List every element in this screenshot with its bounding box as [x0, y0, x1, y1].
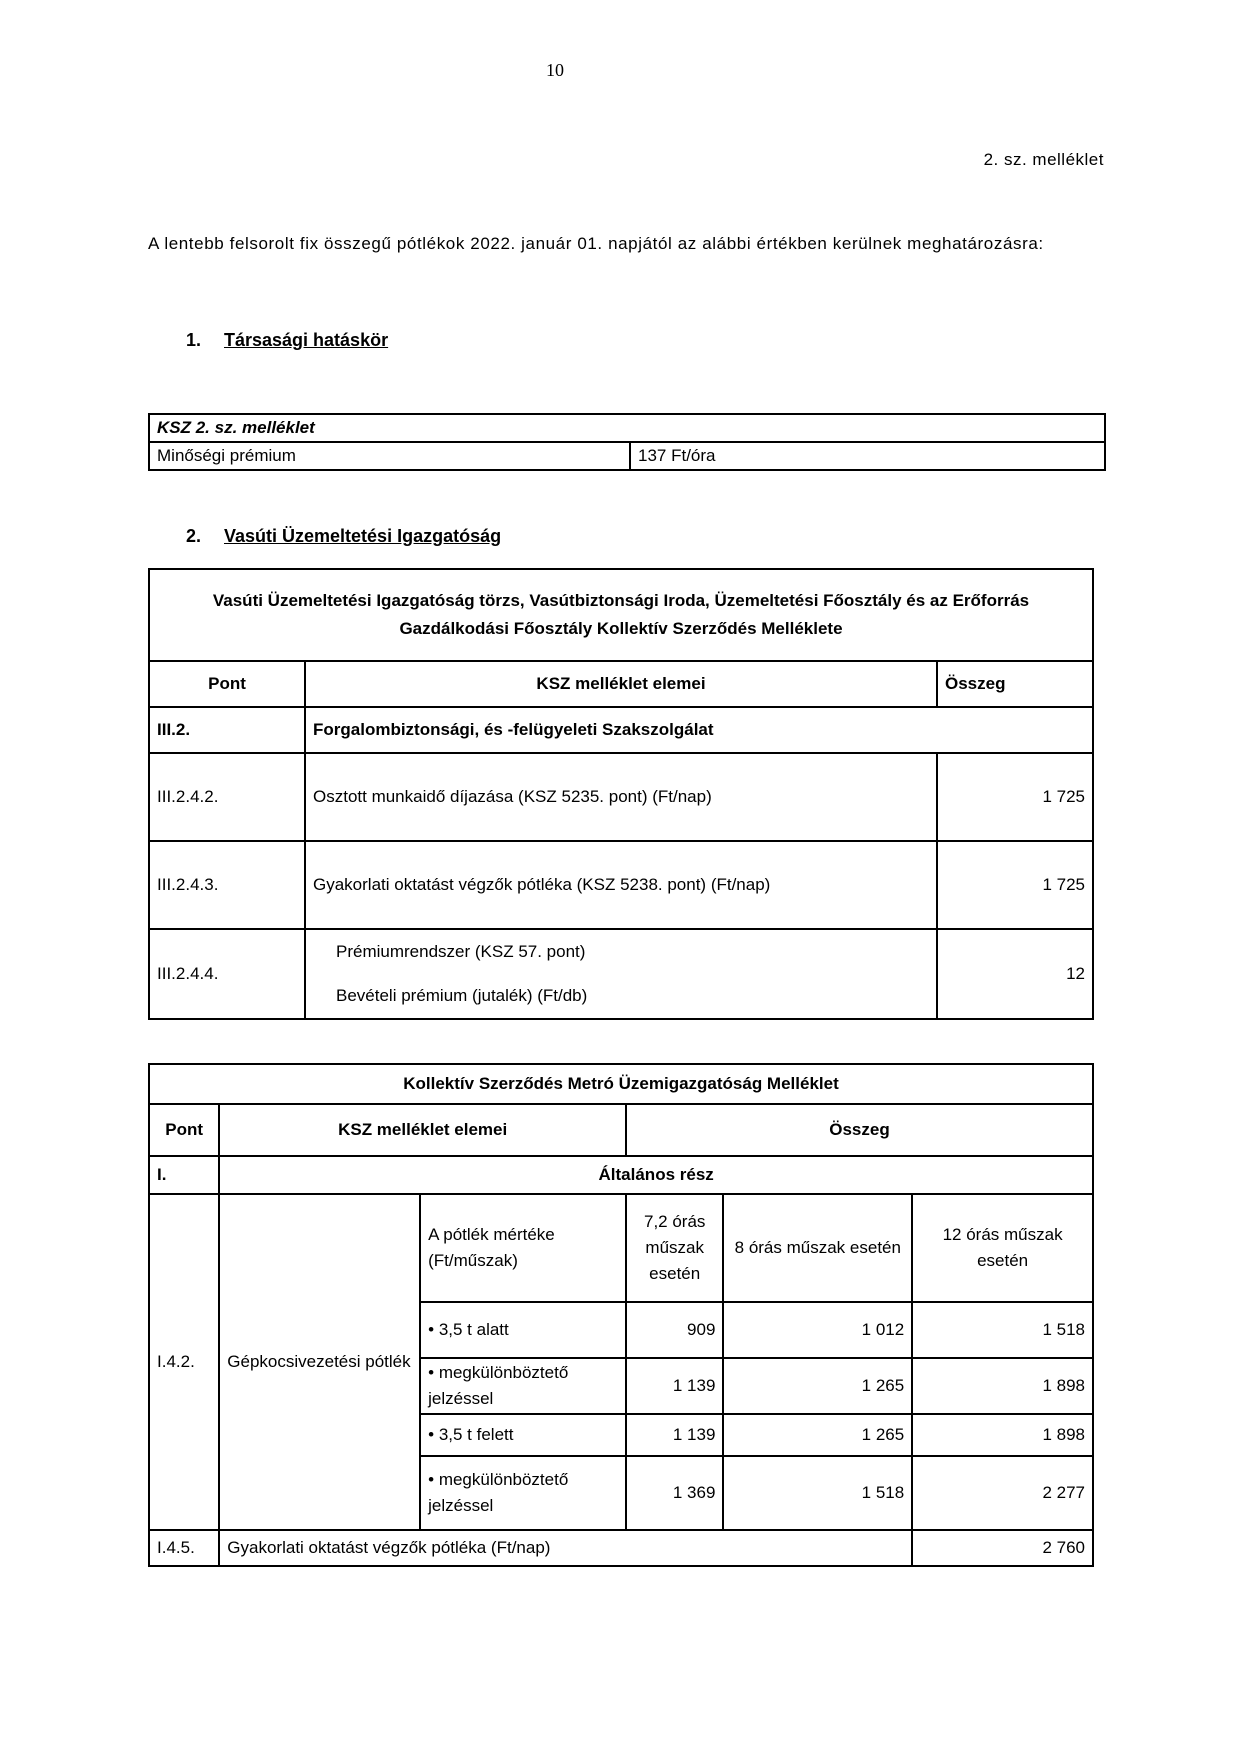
row-value: 2 760: [912, 1530, 1093, 1566]
row-label: Osztott munkaidő díjazása (KSZ 5235. pont) (Ft/nap): [305, 753, 937, 841]
col-7-2h: 7,2 órás műszak esetén: [626, 1194, 723, 1302]
value-12h: 1 898: [912, 1414, 1093, 1456]
col-12h: 12 órás műszak esetén: [912, 1194, 1093, 1302]
value-12h: 1 518: [912, 1302, 1093, 1358]
section-title: Vasúti Üzemeltetési Igazgatóság: [224, 526, 502, 546]
section-title: Társasági hatáskör: [224, 330, 389, 350]
page-number: 10: [546, 60, 564, 80]
table-row: [149, 753, 1093, 841]
row-value: 1 725: [937, 841, 1093, 929]
value-12h: 1 898: [912, 1358, 1093, 1414]
row-label-line2: Bevételi prémium (jutalék) (Ft/db): [336, 986, 588, 1005]
section-heading-2: [186, 526, 501, 547]
value-8h: 1 265: [723, 1358, 912, 1414]
row-label: • 3,5 t felett: [420, 1414, 626, 1456]
row-pont: III.2.4.4.: [149, 929, 305, 1019]
group-pont: I.: [149, 1156, 219, 1194]
row-label: [305, 929, 937, 1019]
value-8h: 1 265: [723, 1414, 912, 1456]
table-row: [149, 1530, 1093, 1566]
ksz-annex-table: [148, 413, 1106, 471]
row-label: Gyakorlati oktatást végzők pótléka (KSZ 5238. pont) (Ft/nap): [305, 841, 937, 929]
value-8h: 1 518: [723, 1456, 912, 1530]
row-value: 1 725: [937, 753, 1093, 841]
col-header: Összeg: [626, 1104, 1093, 1156]
col-8h: 8 órás műszak esetén: [723, 1194, 912, 1302]
value-12h: 2 277: [912, 1456, 1093, 1530]
row-value: 137 Ft/óra: [630, 442, 1105, 470]
row-pont: III.2.4.2.: [149, 753, 305, 841]
table-row: [149, 929, 1093, 1019]
group-pont: III.2.: [149, 707, 305, 753]
value-7-2h: 1 139: [626, 1414, 723, 1456]
section-number: 2.: [186, 526, 202, 546]
table-title: Vasúti Üzemeltetési Igazgatóság törzs, Vasútbiztonsági Iroda, Üzemeltetési Főosztály és az Erőforrás Gazdálkodási Főosztály Kollektív Szerződés Melléklete: [149, 569, 1093, 661]
measure-label: A pótlék mértéke (Ft/műszak): [420, 1194, 626, 1302]
item-label: Gépkocsivezetési pótlék: [219, 1194, 420, 1530]
item-pont: I.4.2.: [149, 1194, 219, 1530]
col-header: Összeg: [937, 661, 1093, 707]
row-label: Gyakorlati oktatást végzők pótléka (Ft/nap): [219, 1530, 912, 1566]
railway-annex-table: [148, 568, 1094, 1020]
col-header: Pont: [149, 661, 305, 707]
col-header: KSZ melléklet elemei: [305, 661, 937, 707]
value-7-2h: 909: [626, 1302, 723, 1358]
row-pont: III.2.4.3.: [149, 841, 305, 929]
table-row: [149, 841, 1093, 929]
row-pont: I.4.5.: [149, 1530, 219, 1566]
row-label: • megkülönböztető jelzéssel: [420, 1358, 626, 1414]
value-7-2h: 1 139: [626, 1358, 723, 1414]
section-heading-1: [186, 330, 388, 351]
section-number: 1.: [186, 330, 202, 350]
row-label: Minőségi prémium: [149, 442, 630, 470]
group-label: Általános rész: [219, 1156, 1093, 1194]
row-value: 12: [937, 929, 1093, 1019]
table-title: Kollektív Szerződés Metró Üzemigazgatóság Melléklet: [149, 1064, 1093, 1104]
intro-paragraph: A lentebb felsorolt fix összegű pótlékok 2022. január 01. napjától az alábbi értékben kerülnek meghatározásra:: [148, 234, 1044, 253]
value-8h: 1 012: [723, 1302, 912, 1358]
annex-label: 2. sz. melléklet: [983, 150, 1104, 169]
row-label-line1: Prémiumrendszer (KSZ 57. pont): [336, 942, 586, 961]
group-label: Forgalombiztonsági, és -felügyeleti Szakszolgálat: [305, 707, 1093, 753]
col-header: KSZ melléklet elemei: [219, 1104, 626, 1156]
row-label: • megkülönböztető jelzéssel: [420, 1456, 626, 1530]
table-header: KSZ 2. sz. melléklet: [149, 414, 1105, 442]
col-header: Pont: [149, 1104, 219, 1156]
row-label: • 3,5 t alatt: [420, 1302, 626, 1358]
metro-annex-table: [148, 1063, 1094, 1567]
value-7-2h: 1 369: [626, 1456, 723, 1530]
